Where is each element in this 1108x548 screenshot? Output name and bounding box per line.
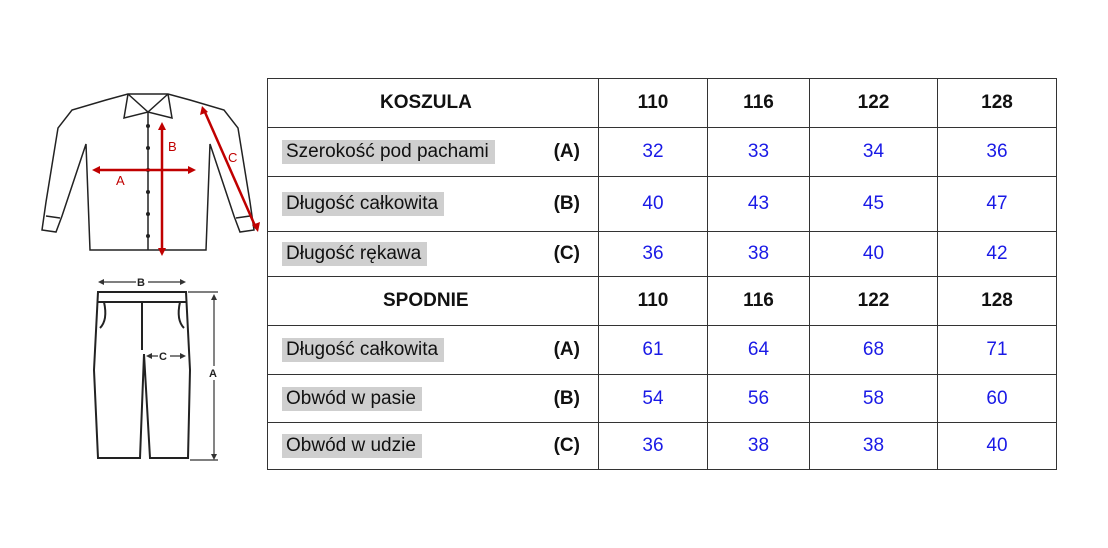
value-cell: 54 bbox=[599, 375, 708, 423]
size-header: 128 bbox=[938, 277, 1057, 326]
value-cell: 32 bbox=[599, 128, 708, 177]
row-label: Długość całkowita bbox=[282, 192, 444, 216]
value-cell: 68 bbox=[810, 326, 938, 375]
value-cell: 36 bbox=[938, 128, 1057, 177]
value-cell: 36 bbox=[599, 232, 708, 277]
size-header: 122 bbox=[810, 79, 938, 128]
table-row bbox=[268, 128, 1057, 177]
shirt-arrow-c bbox=[204, 110, 256, 228]
shirt-label-b: B bbox=[168, 139, 177, 154]
row-label: Obwód w pasie bbox=[282, 387, 422, 411]
row-code: (C) bbox=[553, 435, 580, 456]
value-cell: 38 bbox=[810, 423, 938, 470]
row-label: Obwód w udzie bbox=[282, 434, 422, 458]
value-cell: 45 bbox=[810, 177, 938, 232]
row-code: (A) bbox=[553, 339, 580, 360]
row-label-cell bbox=[268, 375, 599, 423]
table-row bbox=[268, 326, 1057, 375]
value-cell: 40 bbox=[810, 232, 938, 277]
value-cell: 34 bbox=[810, 128, 938, 177]
row-code: (B) bbox=[553, 387, 580, 409]
row-label: Długość całkowita bbox=[282, 338, 444, 362]
value-cell: 47 bbox=[938, 177, 1057, 232]
size-header: 110 bbox=[599, 277, 708, 326]
value-cell: 42 bbox=[938, 232, 1057, 277]
shirt-measurement-diagram bbox=[28, 84, 268, 264]
table-row bbox=[268, 375, 1057, 423]
value-cell: 38 bbox=[708, 423, 810, 470]
size-header: 116 bbox=[708, 79, 810, 128]
section-title: KOSZULA bbox=[268, 79, 599, 128]
row-label-cell bbox=[268, 232, 599, 277]
row-code: (A) bbox=[553, 141, 580, 162]
row-label: Szerokość pod pachami bbox=[282, 140, 495, 164]
value-cell: 56 bbox=[708, 375, 810, 423]
value-cell: 58 bbox=[810, 375, 938, 423]
size-header: 128 bbox=[938, 79, 1057, 128]
size-table bbox=[267, 78, 1057, 470]
table-row bbox=[268, 232, 1057, 277]
pants-measurement-diagram bbox=[88, 270, 228, 470]
value-cell: 43 bbox=[708, 177, 810, 232]
section-title: SPODNIE bbox=[268, 277, 599, 326]
value-cell: 38 bbox=[708, 232, 810, 277]
row-code: (B) bbox=[553, 193, 580, 214]
row-label-cell bbox=[268, 326, 599, 375]
pants-label-a: A bbox=[209, 368, 217, 380]
shirt-label-a: A bbox=[116, 173, 125, 188]
value-cell: 36 bbox=[599, 423, 708, 470]
row-label-cell bbox=[268, 128, 599, 177]
value-cell: 33 bbox=[708, 128, 810, 177]
section-header-row bbox=[268, 277, 1057, 326]
row-label-cell bbox=[268, 177, 599, 232]
row-label: Długość rękawa bbox=[282, 242, 427, 266]
value-cell: 64 bbox=[708, 326, 810, 375]
row-code: (C) bbox=[553, 243, 580, 264]
pants-outline bbox=[94, 292, 190, 458]
pants-label-c: C bbox=[159, 351, 167, 363]
row-label-cell bbox=[268, 423, 599, 470]
shirt-label-c: C bbox=[228, 150, 238, 165]
size-header: 116 bbox=[708, 277, 810, 326]
table-row bbox=[268, 177, 1057, 232]
table-row bbox=[268, 423, 1057, 470]
size-header: 110 bbox=[599, 79, 708, 128]
pants-arrows bbox=[98, 279, 218, 460]
section-header-row bbox=[268, 79, 1057, 128]
value-cell: 60 bbox=[938, 375, 1057, 423]
value-cell: 40 bbox=[599, 177, 708, 232]
value-cell: 71 bbox=[938, 326, 1057, 375]
pants-label-b: B bbox=[137, 277, 145, 289]
value-cell: 61 bbox=[599, 326, 708, 375]
value-cell: 40 bbox=[938, 423, 1057, 470]
size-header: 122 bbox=[810, 277, 938, 326]
